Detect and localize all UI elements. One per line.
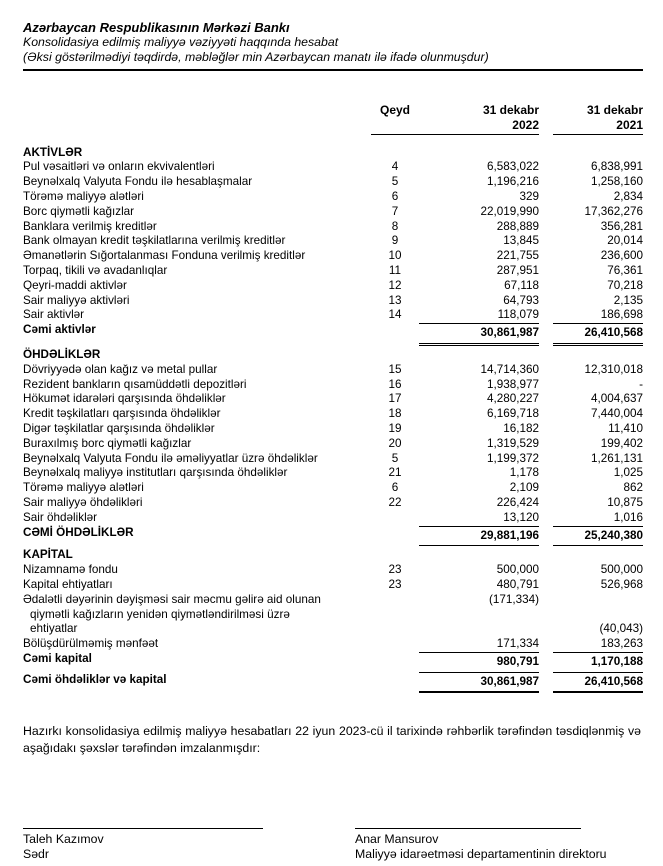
row-value-2021: 26,410,568 (553, 323, 643, 346)
row-label: Bank olmayan kredit təşkilatlarına verilmiş kreditlər (23, 234, 286, 248)
signature-line (23, 828, 263, 829)
row-value-2022: 171,334 (496, 637, 539, 651)
row-value-2021: 4,004,637 (591, 392, 643, 406)
row-value-2022: 64,793 (503, 293, 539, 307)
row-value-2021: 526,968 (600, 577, 643, 591)
signature-left (23, 828, 323, 862)
period-2021-line1: 31 dekabr (586, 103, 643, 117)
row-value-2021: 10,875 (607, 495, 643, 509)
row-value-2022: 2,109 (509, 481, 539, 495)
line-item-row (23, 496, 643, 511)
line-item-row (23, 422, 643, 437)
row-label: Borc qiymətli kağızlar (23, 204, 135, 218)
row-note: 15 (388, 362, 402, 376)
row-note: 10 (388, 249, 402, 263)
bank-name: Azərbaycan Respublikasının Mərkəzi Bankı (23, 20, 290, 35)
row-value-2022: 500,000 (496, 563, 539, 577)
total-row (23, 673, 643, 694)
row-label: Banklara verilmiş kreditlər (23, 219, 157, 233)
line-item-row (23, 190, 643, 205)
row-value-2021: 25,240,380 (553, 526, 643, 547)
line-item-row (23, 294, 643, 309)
row-note: 12 (388, 278, 402, 292)
row-value-2021: 1,170,188 (553, 652, 643, 673)
row-note: 23 (388, 563, 402, 577)
row-value-2022: (171,334) (488, 592, 539, 606)
row-label: Cəmi aktivlər (23, 323, 96, 337)
document-header (23, 20, 643, 71)
row-note: 23 (388, 577, 402, 591)
signatures-block (23, 828, 641, 862)
row-note: 5 (391, 451, 399, 465)
signatory-title: Sədr (23, 847, 49, 862)
row-label-line: Ədalətli dəyərinin dəyişməsi sair məcmu gəlirə aid olunan (23, 592, 321, 606)
report-title: Konsolidasiya edilmiş maliyyə vəziyyəti haqqında hesabat (23, 35, 339, 49)
row-value-2021: 11,410 (608, 421, 643, 435)
row-label: Cəmi öhdəliklər və kapital (23, 672, 167, 686)
line-item-row (23, 407, 643, 422)
period-2021-header (553, 103, 643, 135)
row-value-2021: 500,000 (600, 563, 643, 577)
signature-line (355, 828, 581, 829)
period-2022-header (419, 103, 539, 135)
section-header-row (23, 546, 643, 563)
row-label (23, 593, 371, 637)
section-header-row (23, 144, 643, 161)
row-note: 5 (391, 175, 399, 189)
row-value-2022: 118,079 (497, 308, 539, 322)
row-label: Sair aktivlər (23, 308, 85, 322)
row-label: Hökumət idarələri qarşısında öhdəliklər (23, 392, 226, 406)
row-label: Nizamnamə fondu (23, 563, 118, 577)
row-label: Sair maliyyə aktivləri (23, 293, 130, 307)
row-value-2022: 221,755 (496, 249, 539, 263)
row-note: 17 (388, 392, 402, 406)
note-column-header: Qeyd (371, 103, 419, 135)
row-note: 14 (388, 308, 402, 322)
row-note: 6 (391, 189, 399, 203)
row-note: 11 (388, 263, 402, 277)
row-value-2022: 287,951 (496, 263, 539, 277)
line-item-row (23, 392, 643, 407)
row-note: 20 (388, 436, 402, 450)
total-row (23, 652, 643, 673)
row-label: Digər təşkilatlar qarşısında öhdəliklər (23, 421, 215, 435)
row-note: 13 (388, 293, 402, 307)
approval-paragraph: Hazırkı konsolidasiya edilmiş maliyyə hesabatları 22 iyun 2023-cü il tarixində rəhbərlik tərəfindən təsdiqlənmiş və aşağıdakı şəxslər tərəfindən imzalanmışdır: (23, 724, 641, 755)
row-label: Kredit təşkilatları qarşısında öhdəliklər (23, 407, 221, 421)
row-value-2022: 4,280,227 (487, 392, 539, 406)
total-row (23, 526, 643, 547)
row-note: 9 (391, 234, 399, 248)
row-value-2022: 30,861,987 (419, 673, 539, 694)
row-label-line: qiymətli kağızların yenidən qiymətləndirilməsi üzrə (30, 607, 290, 621)
header-spacer (23, 103, 371, 135)
row-value-2021: 12,310,018 (584, 362, 643, 376)
row-value-2021: 17,362,276 (584, 204, 643, 218)
row-value-2022: 1,196,216 (487, 175, 539, 189)
row-value-2022: 6,169,718 (487, 407, 539, 421)
row-value-2021: 20,014 (607, 234, 643, 248)
row-label: Rezident bankların qısamüddətli depozitləri (23, 377, 247, 391)
period-2021-line2: 2021 (616, 117, 643, 132)
row-label: Kapital ehtiyatları (23, 577, 113, 591)
balance-sheet-table (23, 103, 643, 693)
row-value-2022: 14,714,360 (480, 362, 539, 376)
line-item-row (23, 363, 643, 378)
row-value-2021: 1,258,160 (591, 175, 643, 189)
row-value-2022: 6,583,022 (487, 160, 539, 174)
signatory-name: Anar Mansurov (355, 832, 439, 847)
row-value-2022: 480,791 (496, 577, 539, 591)
row-value-2022: 30,861,987 (419, 323, 539, 346)
line-item-row (23, 378, 643, 393)
row-label: Torpaq, tikili və avadanlıqlar (23, 263, 168, 277)
total-row (23, 323, 643, 346)
row-value-2022: 29,881,196 (419, 526, 539, 547)
row-value-2021: 2,135 (613, 293, 643, 307)
row-value-2021: 199,402 (600, 436, 643, 450)
row-value-2021: 1,016 (613, 510, 643, 524)
row-note: 19 (388, 421, 402, 435)
row-value-2021: 1,261,131 (591, 451, 643, 465)
row-value-2022: 1,938,977 (487, 377, 539, 391)
row-label: CƏMİ ÖHDƏLİKLƏR (23, 525, 134, 539)
row-note: 22 (388, 495, 402, 509)
signatory-title: Maliyyə idarəetməsi departamentinin direktoru (355, 847, 607, 862)
line-item-row (23, 220, 643, 235)
row-note: 8 (391, 219, 399, 233)
signature-right (355, 828, 641, 862)
row-label: Pul vəsaitləri və onların ekvivalentləri (23, 160, 215, 174)
line-item-row (23, 637, 643, 652)
row-value-2022: 67,118 (504, 278, 539, 292)
row-value-2021: (40,043) (599, 622, 643, 636)
row-value-2022: 13,120 (503, 510, 539, 524)
row-value-2022: 288,889 (496, 219, 539, 233)
row-value-2021: - (639, 377, 643, 391)
row-label: Törəmə maliyyə alətləri (23, 481, 144, 495)
row-value-2021: 76,361 (607, 263, 643, 277)
line-item-row (23, 481, 643, 496)
row-label: Sair maliyyə öhdəlikləri (23, 495, 143, 509)
line-item-row (23, 437, 643, 452)
row-value-2022: 329 (519, 189, 539, 203)
line-item-row (23, 563, 643, 578)
currency-note: (Əksi göstərilmədiyi təqdirdə, məbləğlər min Azərbaycan manatı ilə ifadə olunmuşdur) (23, 50, 489, 64)
column-spacer (539, 103, 553, 135)
line-item-row (23, 466, 643, 481)
row-value-2021: 186,698 (600, 308, 643, 322)
row-note: 18 (388, 407, 402, 421)
line-item-row (23, 264, 643, 279)
line-item-row (23, 234, 643, 249)
line-item-row (23, 249, 643, 264)
row-label: Qeyri-maddi aktivlər (23, 278, 127, 292)
row-note: 4 (391, 160, 399, 174)
row-label: Beynəlxalq Valyuta Fondu ilə əməliyyatlar üzrə öhdəliklər (23, 451, 318, 465)
row-value-2022: 980,791 (419, 652, 539, 673)
row-label: ÖHDƏLİKLƏR (23, 347, 101, 361)
line-item-row (23, 160, 643, 175)
row-label: Sair öhdəliklər (23, 510, 98, 524)
table-header-row (23, 103, 643, 135)
signatory-name: Taleh Kazımov (23, 832, 104, 847)
row-value-2022: 13,845 (503, 234, 539, 248)
row-label: Törəmə maliyyə alətləri (23, 189, 144, 203)
line-item-row (23, 175, 643, 190)
row-value-2022: 22,019,990 (480, 204, 539, 218)
period-2022-line2: 2022 (512, 117, 539, 132)
line-item-row (23, 452, 643, 467)
row-label: Əmanətlərin Sığortalanması Fonduna verilmiş kreditlər (23, 249, 306, 263)
row-label: KAPİTAL (23, 548, 73, 562)
row-value-2021: 70,218 (607, 278, 643, 292)
row-value-2022: 1,178 (509, 466, 539, 480)
line-item-row (23, 578, 643, 593)
row-value-2021: 2,834 (613, 189, 643, 203)
period-2022-line1: 31 dekabr (482, 103, 539, 117)
row-value-2021: 356,281 (600, 219, 643, 233)
row-value-2022: 226,424 (496, 495, 539, 509)
row-label: Buraxılmış borc qiymətli kağızlar (23, 436, 192, 450)
row-value-2021: 26,410,568 (553, 673, 643, 694)
row-label: Bölüşdürülməmiş mənfəət (23, 637, 159, 651)
line-item-row (23, 279, 643, 294)
row-label: Beynəlxalq Valyuta Fondu ilə hesablaşmalar (23, 175, 253, 189)
line-item-row (23, 205, 643, 220)
row-value-2021: 1,025 (613, 466, 643, 480)
row-note: 6 (391, 481, 399, 495)
row-note: 16 (388, 377, 402, 391)
row-label: AKTİVLƏR (23, 145, 83, 159)
row-label-line: ehtiyatlar (30, 622, 78, 636)
row-value-2022: 1,199,372 (487, 451, 539, 465)
row-value-2021: 183,263 (600, 637, 643, 651)
line-item-row (23, 593, 643, 637)
row-value-2021: 6,838,991 (591, 160, 643, 174)
row-label: Beynəlxalq maliyyə institutları qarşısında öhdəliklər (23, 466, 288, 480)
section-header-row (23, 346, 643, 363)
row-note: 21 (388, 466, 402, 480)
line-item-row (23, 511, 643, 526)
row-value-2022: 1,319,529 (487, 436, 539, 450)
row-note: 7 (391, 204, 399, 218)
row-value-2022: 16,182 (503, 421, 539, 435)
row-value-2021: 7,440,004 (591, 407, 643, 421)
row-value-2021: 862 (623, 481, 643, 495)
line-item-row (23, 308, 643, 323)
row-label: Cəmi kapital (23, 651, 92, 665)
table-body (23, 144, 643, 694)
row-label: Dövriyyədə olan kağız və metal pullar (23, 362, 218, 376)
row-value-2021: 236,600 (600, 249, 643, 263)
